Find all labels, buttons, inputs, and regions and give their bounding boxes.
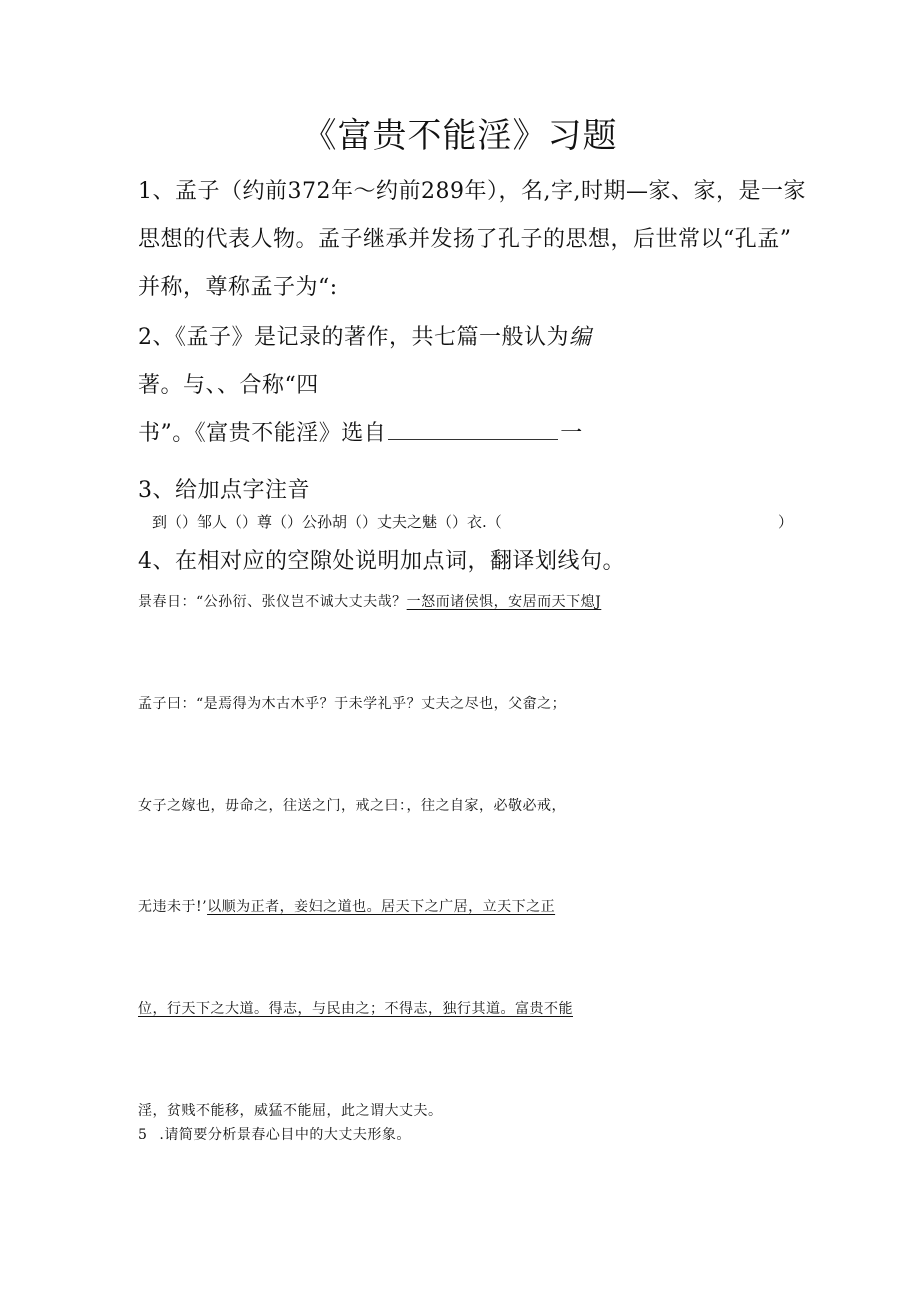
q2-line-1 (138, 320, 592, 351)
q4-passage-2: 孟子曰：“是焉得为木古木乎？于未学礼乎？丈夫之尽也，父畲之； (138, 696, 567, 712)
q4-heading: 4、在相对应的空隙处说明加点词，翻译划线句。 (138, 549, 625, 574)
underlined-sentence-1: 一怒而诸侯惧，安居而天下熄J (406, 594, 602, 610)
q5-text: .请简要分析景春心目中的大丈夫形象。 (159, 1127, 411, 1143)
answer-blank[interactable] (388, 438, 558, 440)
q4-passage-1 (138, 591, 601, 611)
q2-line-3 (138, 416, 583, 447)
q5-line (138, 1124, 411, 1144)
q1-line-2: 思想的代表人物。孟子继承并发扬了孔子的思想，后世常以“孔孟” (138, 227, 792, 252)
page-title: 《富贵不能淫》习题 (302, 116, 618, 156)
q4-passage-3: 女子之嫁也，毋命之，往送之门，戒之曰：，往之自家，必敬必戒， (138, 798, 566, 814)
q1-line-1: 1、孟子（约前372年～约前289年），名,字,时期—家、家，是一家 (138, 179, 806, 204)
q4-passage-4 (138, 896, 555, 916)
q2-line-1-tail: 编 (569, 325, 592, 350)
q4-passage-1-text: 景春日：“公孙衍、张仪岂不诚大丈夫哉？ (138, 594, 407, 610)
q3-pinyin-items: 到（）邹人（）尊（）公孙胡（）丈夫之魅（）衣.（ (152, 513, 502, 531)
q2-line-2: 著。与、、合称“四 (138, 373, 319, 398)
q4-passage-5: 位，行天下之大道。得志，与民由之；不得志，独行其道。富贵不能 (138, 1001, 573, 1017)
q2-line-3-text: 书”。《富贵不能淫》选自 (138, 421, 387, 446)
q2-line-3-tail: 一 (560, 421, 583, 446)
q1-line-3: 并称，尊称孟子为“: (138, 275, 338, 300)
q4-passage-4-text: 无违未于!’ (138, 899, 208, 915)
q3-close-paren: ） (778, 513, 794, 531)
q2-line-1-text: 2、《孟子》是记录的著作，共七篇一般认为 (138, 325, 569, 350)
q5-number: 5 (138, 1127, 148, 1143)
q3-heading: 3、给加点字注音 (138, 478, 310, 503)
underlined-sentence-2: 以顺为正者，妾妇之道也。居天下之广居，立天下之正 (207, 899, 556, 915)
q4-passage-6: 淫，贫贱不能移，威猛不能屈，此之谓大丈夫。 (138, 1103, 443, 1119)
